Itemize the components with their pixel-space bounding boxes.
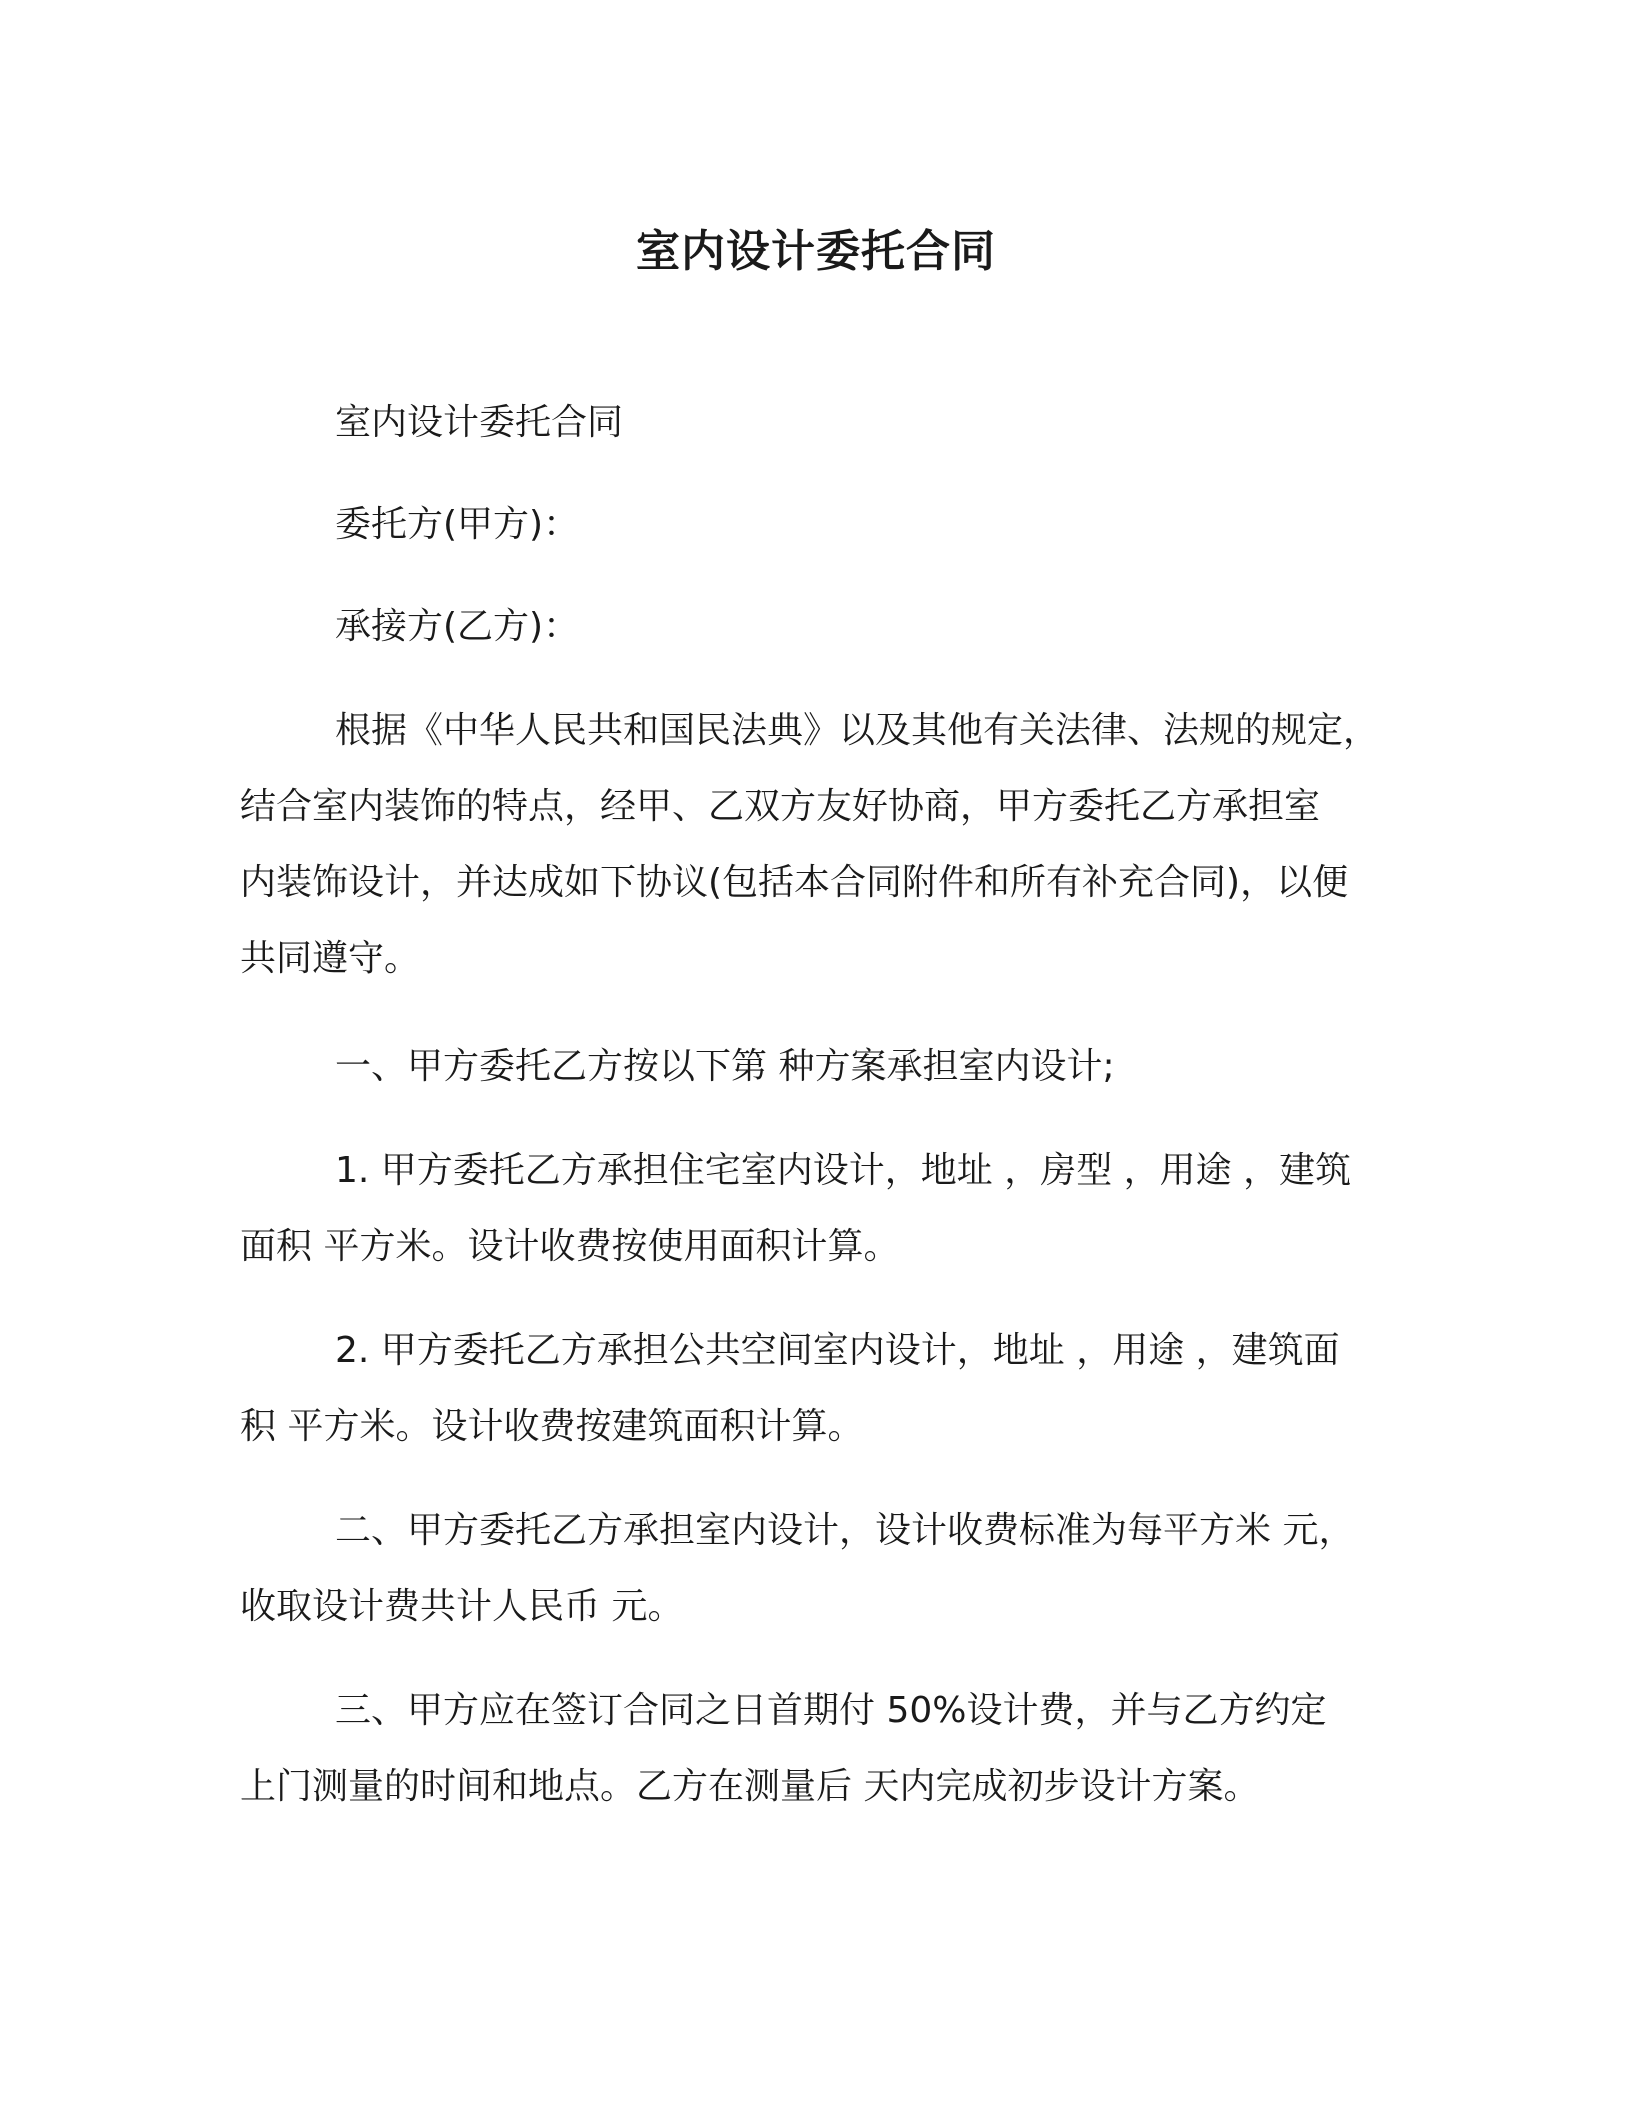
contract-heading: 室内设计委托合同 xyxy=(335,402,624,443)
clause-3-line: 三、甲方应在签订合同之日首期付 50%设计费，并与乙方约定 xyxy=(335,1690,1327,1731)
clause-1-heading: 一、甲方委托乙方按以下第 种方案承担室内设计; xyxy=(335,1046,1115,1087)
clause-1-option-1-line: 面积 平方米。设计收费按使用面积计算。 xyxy=(240,1226,900,1267)
clause-1-option-2-line: 积 平方米。设计收费按建筑面积计算。 xyxy=(240,1406,864,1447)
clause-1-option-1-line: 1. 甲方委托乙方承担住宅室内设计，地址 ，房型 ，用途 ，建筑 xyxy=(335,1150,1352,1191)
document-title: 室内设计委托合同 xyxy=(636,226,996,277)
preamble-line: 内装饰设计，并达成如下协议(包括本合同附件和所有补充合同)，以便 xyxy=(240,862,1349,903)
clause-1-option-2-line: 2. 甲方委托乙方承担公共空间室内设计，地址 ，用途 ，建筑面 xyxy=(335,1330,1340,1371)
preamble-line: 共同遵守。 xyxy=(240,938,421,979)
clause-3-line: 上门测量的时间和地点。乙方在测量后 天内完成初步设计方案。 xyxy=(240,1766,1260,1807)
clause-2-line: 收取设计费共计人民币 元。 xyxy=(240,1586,684,1627)
preamble-line: 根据《中华人民共和国民法典》以及其他有关法律、法规的规定， xyxy=(335,710,1380,751)
clause-2-line: 二、甲方委托乙方承担室内设计，设计收费标准为每平方米 元， xyxy=(335,1510,1355,1551)
party-b-label: 承接方(乙方)： xyxy=(335,606,580,647)
party-a-label: 委托方(甲方)： xyxy=(335,504,580,545)
preamble-line: 结合室内装饰的特点，经甲、乙双方友好协商，甲方委托乙方承担室 xyxy=(240,786,1321,827)
